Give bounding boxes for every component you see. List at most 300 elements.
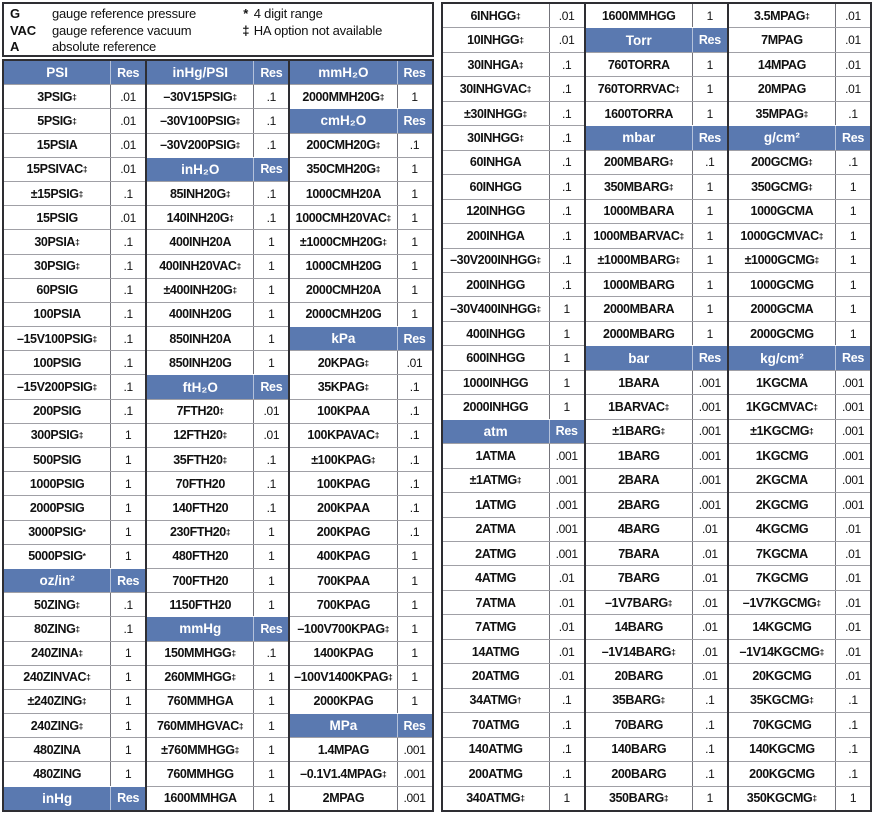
range-row — [147, 205, 288, 229]
range-row — [147, 181, 288, 205]
legend-description: gauge reference vacuum — [52, 22, 192, 38]
legend-entry — [238, 6, 428, 23]
res-value: 1 — [268, 694, 275, 709]
range-row — [4, 592, 145, 616]
range-row — [586, 712, 727, 736]
range-code: –30V200PSIG ‡ — [147, 134, 254, 157]
res-value: .01 — [558, 571, 575, 586]
range-code: 200KGCMG — [729, 762, 836, 785]
range-row — [443, 688, 584, 712]
res-header-label: Res — [698, 33, 721, 48]
res-value: .1 — [561, 277, 572, 292]
left-column-2 — [145, 61, 288, 810]
range-row — [729, 4, 870, 27]
res-value: 1 — [563, 399, 570, 414]
unit-header-kg-cm — [729, 345, 870, 369]
res-value: .001 — [403, 767, 426, 782]
range-code: 100PSIA — [4, 303, 111, 326]
unit-label: Torr — [586, 28, 693, 51]
range-code: –100V700KPAG ‡ — [290, 617, 397, 640]
range-code: 200BARG — [586, 762, 693, 785]
res-value: .01 — [558, 8, 575, 23]
range-row — [4, 737, 145, 761]
res-value: 1 — [268, 549, 275, 564]
range-row — [443, 761, 584, 785]
range-row — [443, 639, 584, 663]
range-code: –100V1400KPAG ‡ — [290, 666, 397, 689]
range-row — [443, 663, 584, 687]
range-row — [290, 689, 431, 713]
res-header-label: Res — [260, 162, 283, 177]
res-value: 1 — [268, 259, 275, 274]
res-value: .001 — [841, 424, 865, 439]
range-row — [290, 544, 431, 568]
range-code: 2000KPAG — [290, 690, 397, 713]
range-code: 60INHGA — [443, 151, 550, 174]
range-row — [586, 101, 727, 125]
range-code: 700FTH20 — [147, 569, 254, 592]
range-row — [443, 590, 584, 614]
range-code: 7ATMG — [443, 615, 550, 638]
range-row — [147, 278, 288, 302]
res-value: 1 — [268, 307, 275, 322]
range-code: 1400KPAG — [290, 642, 397, 665]
range-row — [147, 423, 288, 447]
right-column-3 — [727, 4, 870, 810]
res-value: .01 — [845, 33, 861, 48]
range-row — [290, 423, 431, 447]
range-code: 2000MBARG — [586, 322, 693, 345]
range-row — [586, 614, 727, 638]
range-row — [290, 641, 431, 665]
res-value: .01 — [701, 546, 718, 561]
legend-entry — [10, 6, 238, 23]
range-row — [147, 786, 288, 810]
unit-header-mmhg — [147, 616, 288, 640]
range-row — [443, 174, 584, 198]
res-value: .01 — [845, 595, 861, 610]
range-row — [586, 4, 727, 27]
range-code: 4BARG — [586, 518, 693, 541]
range-row — [4, 302, 145, 326]
res-value: 1 — [124, 670, 132, 685]
range-code: 1000CMH20G — [290, 255, 397, 278]
range-code: ±1BARG ‡ — [586, 420, 693, 443]
range-row — [729, 296, 870, 320]
legend-key: A — [10, 39, 20, 54]
res-value: .01 — [845, 571, 861, 586]
res-value: .001 — [555, 546, 578, 561]
res-value: 1 — [411, 89, 418, 104]
range-row — [4, 544, 145, 568]
range-row — [443, 443, 584, 467]
range-row — [443, 541, 584, 565]
res-value: 1 — [124, 428, 132, 443]
res-value: .01 — [406, 355, 423, 370]
res-value: 1 — [268, 597, 275, 612]
res-value: .1 — [409, 476, 420, 491]
range-code: 140FTH20 — [147, 496, 254, 519]
range-row — [290, 229, 431, 253]
range-row — [586, 565, 727, 589]
res-value: .1 — [409, 380, 420, 395]
range-row — [443, 4, 584, 27]
range-row — [586, 590, 727, 614]
range-code: 350GCMG ‡ — [729, 175, 836, 198]
range-row — [4, 447, 145, 471]
range-code: 230FTH20 ‡ — [147, 521, 254, 544]
res-value: .01 — [845, 668, 861, 683]
range-row — [290, 471, 431, 495]
res-value: .001 — [698, 375, 721, 390]
res-value: .001 — [841, 375, 865, 390]
range-code: 20ATMG — [443, 664, 550, 687]
res-value: 1 — [411, 259, 418, 274]
range-row — [729, 248, 870, 272]
range-code: 2000PSIG — [4, 496, 111, 519]
right-column-1 — [443, 4, 584, 810]
range-row — [586, 272, 727, 296]
legend-key: * — [243, 6, 249, 21]
range-row — [290, 568, 431, 592]
range-code: 1600TORRA — [586, 102, 693, 125]
unit-label: mmH₂O — [290, 61, 397, 84]
range-code: 3000PSIG * — [4, 521, 111, 544]
range-code: 6INHGG ‡ — [443, 4, 550, 27]
range-code: 7ATMA — [443, 591, 550, 614]
range-row — [4, 254, 145, 278]
range-row — [729, 394, 870, 418]
res-value: 1 — [268, 573, 275, 588]
range-row — [586, 541, 727, 565]
res-header-label: Res — [117, 573, 140, 588]
range-code: 2KGCMA — [729, 469, 836, 492]
range-row — [443, 199, 584, 223]
left-table-grid — [2, 59, 434, 812]
range-code: 240ZING ‡ — [4, 714, 111, 737]
range-code: 1BARA — [586, 371, 693, 394]
res-header-label: Res — [403, 65, 426, 80]
range-row — [147, 689, 288, 713]
range-row — [729, 712, 870, 736]
range-code: 1BARVAC ‡ — [586, 395, 693, 418]
res-value: 1 — [268, 742, 275, 757]
res-header-label: Res — [698, 351, 721, 366]
res-value: .001 — [555, 497, 578, 512]
range-code: 20BARG — [586, 664, 693, 687]
range-row — [729, 492, 870, 516]
range-code: 1KGCMVAC ‡ — [729, 395, 836, 418]
res-value: .01 — [845, 82, 861, 97]
res-value: 1 — [706, 106, 714, 121]
res-header-label: Res — [403, 718, 426, 733]
range-code: 1000INHGG — [443, 371, 550, 394]
res-value: .01 — [120, 162, 137, 177]
range-code: 70ATMG — [443, 713, 550, 736]
range-row — [147, 84, 288, 108]
range-code: 20MPAG — [729, 77, 836, 100]
range-code: 1600MMHGA — [147, 787, 254, 810]
range-row — [586, 370, 727, 394]
range-code: 1600MMHGG — [586, 4, 693, 27]
range-code: 34ATMG † — [443, 689, 550, 712]
range-row — [290, 592, 431, 616]
range-code: 80ZING ‡ — [4, 617, 111, 640]
range-row — [586, 174, 727, 198]
range-code: 1KGCMG — [729, 444, 836, 467]
res-value: .1 — [123, 597, 133, 612]
res-value: .1 — [266, 476, 277, 491]
res-value: .1 — [266, 452, 277, 467]
range-row — [4, 399, 145, 423]
res-value: .001 — [841, 497, 865, 512]
legend-box — [2, 2, 434, 57]
unit-header-oz-in — [4, 568, 145, 592]
res-value: .001 — [555, 448, 578, 463]
res-value: 1 — [411, 621, 418, 636]
unit-label: mmHg — [147, 617, 254, 640]
range-code: 400INHGG — [443, 322, 550, 345]
range-row — [443, 52, 584, 76]
range-row — [290, 157, 431, 181]
range-row — [4, 665, 145, 689]
res-value: .1 — [561, 766, 572, 781]
range-code: ±1000CMH20G ‡ — [290, 230, 397, 253]
range-code: 2000CMH20G — [290, 303, 397, 326]
range-code: ±760MMHGG ‡ — [147, 738, 254, 761]
range-code: 350CMH20G ‡ — [290, 158, 397, 181]
res-value: 1 — [411, 186, 418, 201]
range-row — [729, 174, 870, 198]
range-code: 2MPAG — [290, 787, 397, 810]
range-code: 100PSIG — [4, 351, 111, 374]
range-code: 30PSIG ‡ — [4, 255, 111, 278]
range-row — [4, 350, 145, 374]
range-row — [729, 541, 870, 565]
range-code: 480ZINA — [4, 738, 111, 761]
unit-label: inHg/PSI — [147, 61, 254, 84]
range-row — [147, 471, 288, 495]
range-code: 240ZINVAC ‡ — [4, 666, 111, 689]
res-value: .1 — [561, 253, 572, 268]
res-value: 1 — [411, 694, 418, 709]
res-header-label: Res — [698, 130, 721, 145]
range-code: 1000MBARG — [586, 273, 693, 296]
unit-header-g-cm — [729, 125, 870, 149]
range-row — [443, 737, 584, 761]
range-row — [586, 150, 727, 174]
range-row — [290, 84, 431, 108]
unit-label: g/cm² — [729, 126, 836, 149]
range-code: 200KPAG — [290, 521, 397, 544]
range-row — [4, 157, 145, 181]
res-value: 1 — [268, 791, 275, 806]
range-row — [586, 394, 727, 418]
range-row — [443, 370, 584, 394]
res-value: 1 — [706, 179, 714, 194]
range-code: 70KGCMG — [729, 713, 836, 736]
range-row — [586, 76, 727, 100]
range-row — [147, 229, 288, 253]
range-code: 10INHGG ‡ — [443, 28, 550, 51]
unit-label: inHg — [4, 787, 111, 810]
range-code: 30INHGVAC ‡ — [443, 77, 550, 100]
legend-entry — [238, 23, 428, 40]
res-value: .1 — [123, 307, 133, 322]
range-row — [290, 399, 431, 423]
range-code: 1BARG — [586, 444, 693, 467]
res-value: .1 — [123, 186, 133, 201]
res-value: .1 — [561, 228, 572, 243]
res-value: .001 — [698, 473, 721, 488]
res-value: 1 — [849, 204, 857, 219]
res-value: 1 — [411, 670, 418, 685]
range-row — [443, 223, 584, 247]
range-code: 480ZING — [4, 762, 111, 785]
range-row — [729, 101, 870, 125]
res-value: .01 — [701, 668, 718, 683]
range-row — [443, 786, 584, 810]
res-value: .01 — [701, 595, 718, 610]
res-value: .01 — [845, 546, 861, 561]
res-value: 1 — [268, 355, 275, 370]
legend-entry — [10, 39, 238, 56]
res-value: .1 — [561, 693, 572, 708]
res-value: 1 — [849, 326, 857, 341]
res-value: 1 — [849, 277, 857, 292]
res-value: .1 — [123, 355, 133, 370]
range-code: 700KPAG — [290, 593, 397, 616]
res-value: .01 — [701, 644, 718, 659]
range-code: 35KPAG ‡ — [290, 375, 397, 398]
res-value: .1 — [123, 234, 133, 249]
res-value: .001 — [555, 522, 578, 537]
range-row — [4, 229, 145, 253]
range-code: –30V200INHGG ‡ — [443, 249, 550, 272]
range-code: 480FTH20 — [147, 545, 254, 568]
legend-description: absolute reference — [52, 39, 157, 54]
res-value: 1 — [706, 204, 714, 219]
res-value: .1 — [561, 179, 572, 194]
unit-header-torr — [586, 27, 727, 51]
res-value: .1 — [561, 204, 572, 219]
range-code: 260MMHGG ‡ — [147, 666, 254, 689]
range-row — [147, 495, 288, 519]
range-row — [290, 495, 431, 519]
range-code: 200ATMG — [443, 762, 550, 785]
range-row — [290, 254, 431, 278]
range-code: 760MMHGVAC ‡ — [147, 714, 254, 737]
right-column-2 — [584, 4, 727, 810]
range-row — [290, 616, 431, 640]
res-header-label: Res — [117, 791, 140, 806]
res-value: .001 — [841, 399, 865, 414]
res-header-label: Res — [260, 621, 283, 636]
range-code: 70BARG — [586, 713, 693, 736]
res-value: 1 — [411, 162, 418, 177]
res-value: 1 — [563, 302, 570, 317]
range-code: 760TORRVAC ‡ — [586, 77, 693, 100]
range-row — [4, 495, 145, 519]
range-row — [147, 108, 288, 132]
range-code: 50ZING ‡ — [4, 593, 111, 616]
range-row — [729, 639, 870, 663]
res-value: .1 — [561, 717, 572, 732]
range-code: 2BARG — [586, 493, 693, 516]
res-header-label: Res — [842, 351, 865, 366]
range-row — [586, 223, 727, 247]
legend-key: VAC — [10, 22, 36, 38]
range-row — [4, 205, 145, 229]
range-row — [586, 321, 727, 345]
res-value: 1 — [124, 718, 132, 733]
range-row — [4, 278, 145, 302]
left-column-3 — [288, 61, 431, 810]
range-code: 20KGCMG — [729, 664, 836, 687]
range-row — [443, 345, 584, 369]
unit-header-bar — [586, 345, 727, 369]
range-code: 140BARG — [586, 738, 693, 761]
range-code: 200GCMG ‡ — [729, 151, 836, 174]
res-value: 1 — [124, 767, 132, 782]
res-value: .1 — [266, 210, 277, 225]
range-code: –1V14KGCMG ‡ — [729, 640, 836, 663]
range-code: 120INHGG — [443, 200, 550, 223]
res-value: .001 — [698, 424, 721, 439]
range-code: 1KGCMA — [729, 371, 836, 394]
range-code: 400INH20VAC ‡ — [147, 255, 254, 278]
res-value: 1 — [563, 351, 570, 366]
unit-header-fth-o — [147, 374, 288, 398]
range-row — [586, 688, 727, 712]
left-column-1 — [4, 61, 145, 810]
range-code: 1000CMH20A — [290, 182, 397, 205]
range-code: 400KPAG — [290, 545, 397, 568]
range-row — [4, 108, 145, 132]
res-value: 1 — [706, 302, 714, 317]
res-value: .01 — [845, 8, 861, 23]
range-code: 200MBARG ‡ — [586, 151, 693, 174]
range-code: 2000CMH20A — [290, 279, 397, 302]
legend-entry — [10, 23, 238, 40]
res-value: .01 — [558, 620, 575, 635]
range-code: –15V200PSIG ‡ — [4, 375, 111, 398]
range-code: ±400INH20G ‡ — [147, 279, 254, 302]
range-row — [290, 205, 431, 229]
res-value: .1 — [266, 646, 277, 661]
range-code: 1000MBARA — [586, 200, 693, 223]
range-row — [4, 181, 145, 205]
res-value: 1 — [411, 210, 418, 225]
range-code: 35BARG ‡ — [586, 689, 693, 712]
range-code: 7KGCMA — [729, 542, 836, 565]
res-value: .1 — [409, 500, 420, 515]
range-row — [290, 520, 431, 544]
range-code: 100KPAG — [290, 472, 397, 495]
range-code: 240ZINA ‡ — [4, 642, 111, 665]
res-value: 1 — [706, 228, 714, 243]
unit-header-psi — [4, 61, 145, 84]
res-value: .1 — [561, 57, 572, 72]
res-value: 1 — [706, 791, 714, 806]
range-code: 200INHGG — [443, 273, 550, 296]
range-row — [729, 321, 870, 345]
res-value: 1 — [849, 228, 857, 243]
range-row — [4, 84, 145, 108]
res-value: 1 — [411, 307, 418, 322]
range-code: 1ATMA — [443, 444, 550, 467]
range-code: 200PSIG — [4, 400, 111, 423]
